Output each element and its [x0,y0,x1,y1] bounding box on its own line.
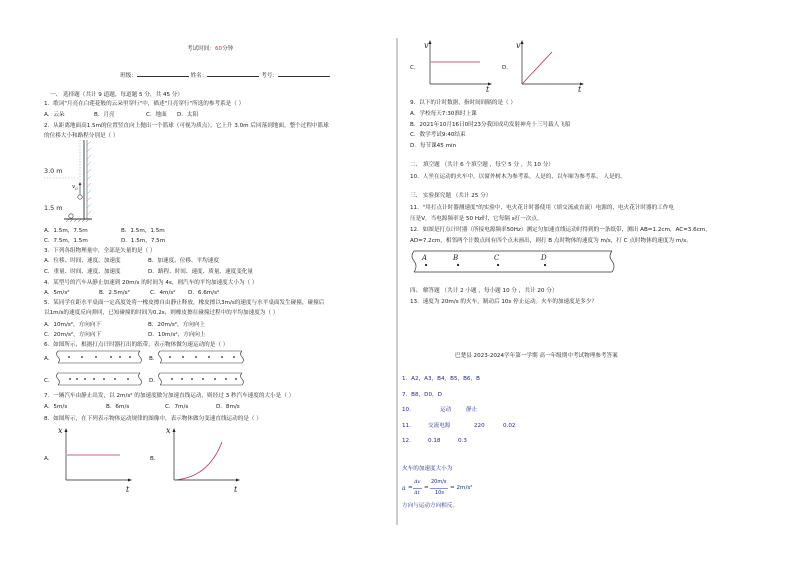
q11-stem-line1: 11．"用打点计时器测速度"的实验中，电火花计时器使用（填交流或直流）电源的，电火花计时器的工作电 [410,205,674,211]
formula-eq1: = [408,485,413,491]
q2-stem-line1: 2．从距离地面高1.5m的位置竖直向上抛出一个篮球（可视为质点），它上升 3.0m 后回落到地面，整个过程中篮球 [44,123,329,129]
q8-label-a: A． [44,456,54,462]
q8d-axis-v: v [516,41,521,50]
tape-label-b: B [453,254,459,262]
q6-stem: 6．如图所示，根据打点计时器打出的纸带，表示物体做匀速运动的是（ ） [44,342,229,348]
answer-11-blank3: 0.02 [503,423,516,429]
q13-stem: 13．速度为 20m/s 的火车，制动后 10s 停止运动。火车的加速度是多少？ [410,299,598,305]
q4-option-d: D．6.6m/s² [188,290,220,296]
q5-option-a: A．10m/s²，方向向下 [44,322,101,328]
answer-11-blank1: 交流电源 [428,423,451,429]
q1-option-c: C．地面 [146,112,167,118]
section-choice-title: 一、 选择题（共计 9 道题，每道题 5 分，共 45 分） [50,92,183,98]
q1-option-d: D．太阳 [177,112,199,118]
q12-stem-line2: AD=7.2cm，相邻两个计数点间有四个点未画出，则打 B 点时物体的速度为 m/s，打 C 点时物体的速度为 m/s。 [410,238,692,244]
q7-stem: 7．一辆汽车由静止出发，以 2m/s² 的加速度做匀加速直线运动，则经过 3 秒汽车速度的大小是（ ） [44,393,295,399]
q2-option-d: D．1.5m，7.5m [121,238,166,244]
q9-option-a: A．学校每天7:30准时上课 [410,111,477,117]
q5-option-d: D．10m/s²，方向向上 [148,332,206,338]
tape-label-c: C [494,254,500,262]
answer-10-blank2: 静止 [466,407,478,413]
q12-stem-line1: 12．如图是打点计时器（所接电源频率50Hz）测定匀加速直线运动时得到的一条纸带，测出 AB=1.2cm，AC=3.6cm， [410,227,711,233]
q8c-axis-t: t [486,85,490,94]
q1-stem: 1．歌词"月亮在白莲花般的云朵里穿行"中，描述"月亮穿行"所选的参考系是（ ） [44,101,245,107]
q8c-axis-v: v [424,41,429,50]
formula-den: 10s [435,490,444,496]
answer-13-line1: 火车的加速度大小为 [402,466,453,472]
q2-option-c: C．7.5m，1.5m [44,238,88,244]
section-solve-title: 四、 解答题 （共计 2 小题 ，每小题 10 分 ，共计 20 分） [410,288,558,294]
q6-label-b: B． [149,356,159,362]
q5-stem-line1: 5．某同学在距水平桌面一定高度处将一橡皮擦自由静止释放，橡皮擦以3m/s的速度与水平桌面发生碰撞，碰撞后 [44,300,325,306]
formula-dt: Δt [414,490,420,496]
q2-option-b: B．1.5m，1.5m [121,228,165,234]
formula-dv: Δv [414,479,421,485]
answer-11-num: 11． [402,423,415,429]
q2-option-a: A．1.5m，7.5m [44,228,88,234]
q7-option-d: D．8m/s [216,404,240,410]
q9-option-b: B．2021年10月16日0时23分我国成功发射神舟十三号载人飞船 [410,122,571,128]
formula-a: a [402,485,406,492]
formula-eq2: = [424,485,429,491]
q9-option-c: C．数学考试9:40结束 [410,132,466,138]
fig-label-top-height: 3.0 m [44,167,63,175]
q8-label-d: D． [502,65,512,71]
q6-label-c: C． [44,378,54,384]
fig-label-v0: $v_0$ [72,184,78,192]
q3-option-a: A．位移、时间、速度、加速度 [44,258,121,264]
fig-label-start-height: 1.5 m [44,204,63,212]
q5-option-c: C．20m/s²，方向向下 [44,332,102,338]
q1-option-a: A．云朵 [44,112,65,118]
tape-label-d: D [541,254,547,262]
q3-option-c: C．重量、时间、速度、加速度 [44,269,121,275]
q9-option-d: D．每节课45 min [410,143,457,149]
q6-label-d: D． [149,378,159,384]
q6-label-a: A． [44,356,54,362]
answer-10-blank1: 运动 [440,407,452,413]
q8-stem: 8．如图所示，在下列表示物体运动规律的图像中，表示物体做匀变速直线运动的是（ ） [44,416,262,422]
tape-label-a: A [422,254,428,262]
q7-option-b: B．6m/s [106,404,130,410]
q4-stem: 4．某型号的汽车从静止加速到 20m/s 的时间为 4s，则汽车的平均加速度大小为（ ） [44,280,258,286]
exam-time: 考试时间：60分钟 [187,46,234,52]
q11-stem-line2: 压是V，当电源频率是 50 Hz时，它每隔 s打一次点。 [410,216,543,222]
q8a-axis-x: x [58,426,63,435]
q4-option-a: A．5m/s² [44,290,70,296]
formula-num: 20m/s [431,479,447,485]
q8-label-b: B． [150,456,160,462]
q8b-axis-x: x [166,426,171,435]
q3-stem: 3．下列各组物理量中，全部是矢量的是（ ） [44,248,156,254]
q4-option-b: B．2.5m/s² [99,290,130,296]
q2-stem-line2: 的位移大小和路程分别是（ ） [44,133,119,139]
q7-option-a: A．5m/s [44,404,68,410]
q8b-axis-t: t [234,485,238,494]
q5-option-b: B．20m/s²，方向向上 [148,322,206,328]
q10-stem: 10．人坐在运动的火车中，以窗外树木为参考系，人是的，以车厢为参考系， 人是的。 [410,174,626,180]
section-experiment-title: 三、 实验探究题 （共计 25 分） [410,193,492,199]
q8-label-c: C． [410,65,420,71]
q7-option-c: C．7m/s [165,404,189,410]
answer-12-blank2: 0.3 [458,438,467,444]
answer-1-6: 1．A2，A3，B4，B5，B6，B [402,376,480,382]
answer-12-num: 12． [402,438,415,444]
q3-option-d: D．路程、时间、速度、质量、速度变化量 [148,269,253,275]
section-fill-title: 二、 填空题 （共计 6 个填空题 ，每空 5 分 ，共 10 分） [410,162,554,168]
answer-11-blank2: 220 [474,423,485,429]
answer-10-num: 10． [402,407,415,413]
answer-12-blank1: 0.18 [428,438,441,444]
student-info-line: 班级： 姓名： 考号： [120,71,330,80]
q3-option-b: B．加速度、位移、平均速度 [148,258,219,264]
q1-option-b: B．月亮 [94,112,115,118]
q4-option-c: C．4m/s² [150,290,176,296]
q8a-axis-t: t [126,485,130,494]
formula-result: = 2m/s² [450,485,473,491]
q8d-axis-t: t [578,85,582,94]
q9-stem: 9．以下的计时数据，指时间间隔的是（ ） [410,100,517,106]
q5-stem-line2: 以1m/s的速度反向弹回，已知碰撞的时间为0.2s，则橡皮擦在碰撞过程中的平均加速度为（ ） [44,310,279,316]
answer-7-9: 7．B8，D0，D [402,392,442,398]
answer-key-title: 巴楚县 2023-2024学年第一学期 高一年级期中考试物理参考答案 [455,353,618,359]
answer-13-line3: 方向与运动方向相反。 [402,503,458,509]
